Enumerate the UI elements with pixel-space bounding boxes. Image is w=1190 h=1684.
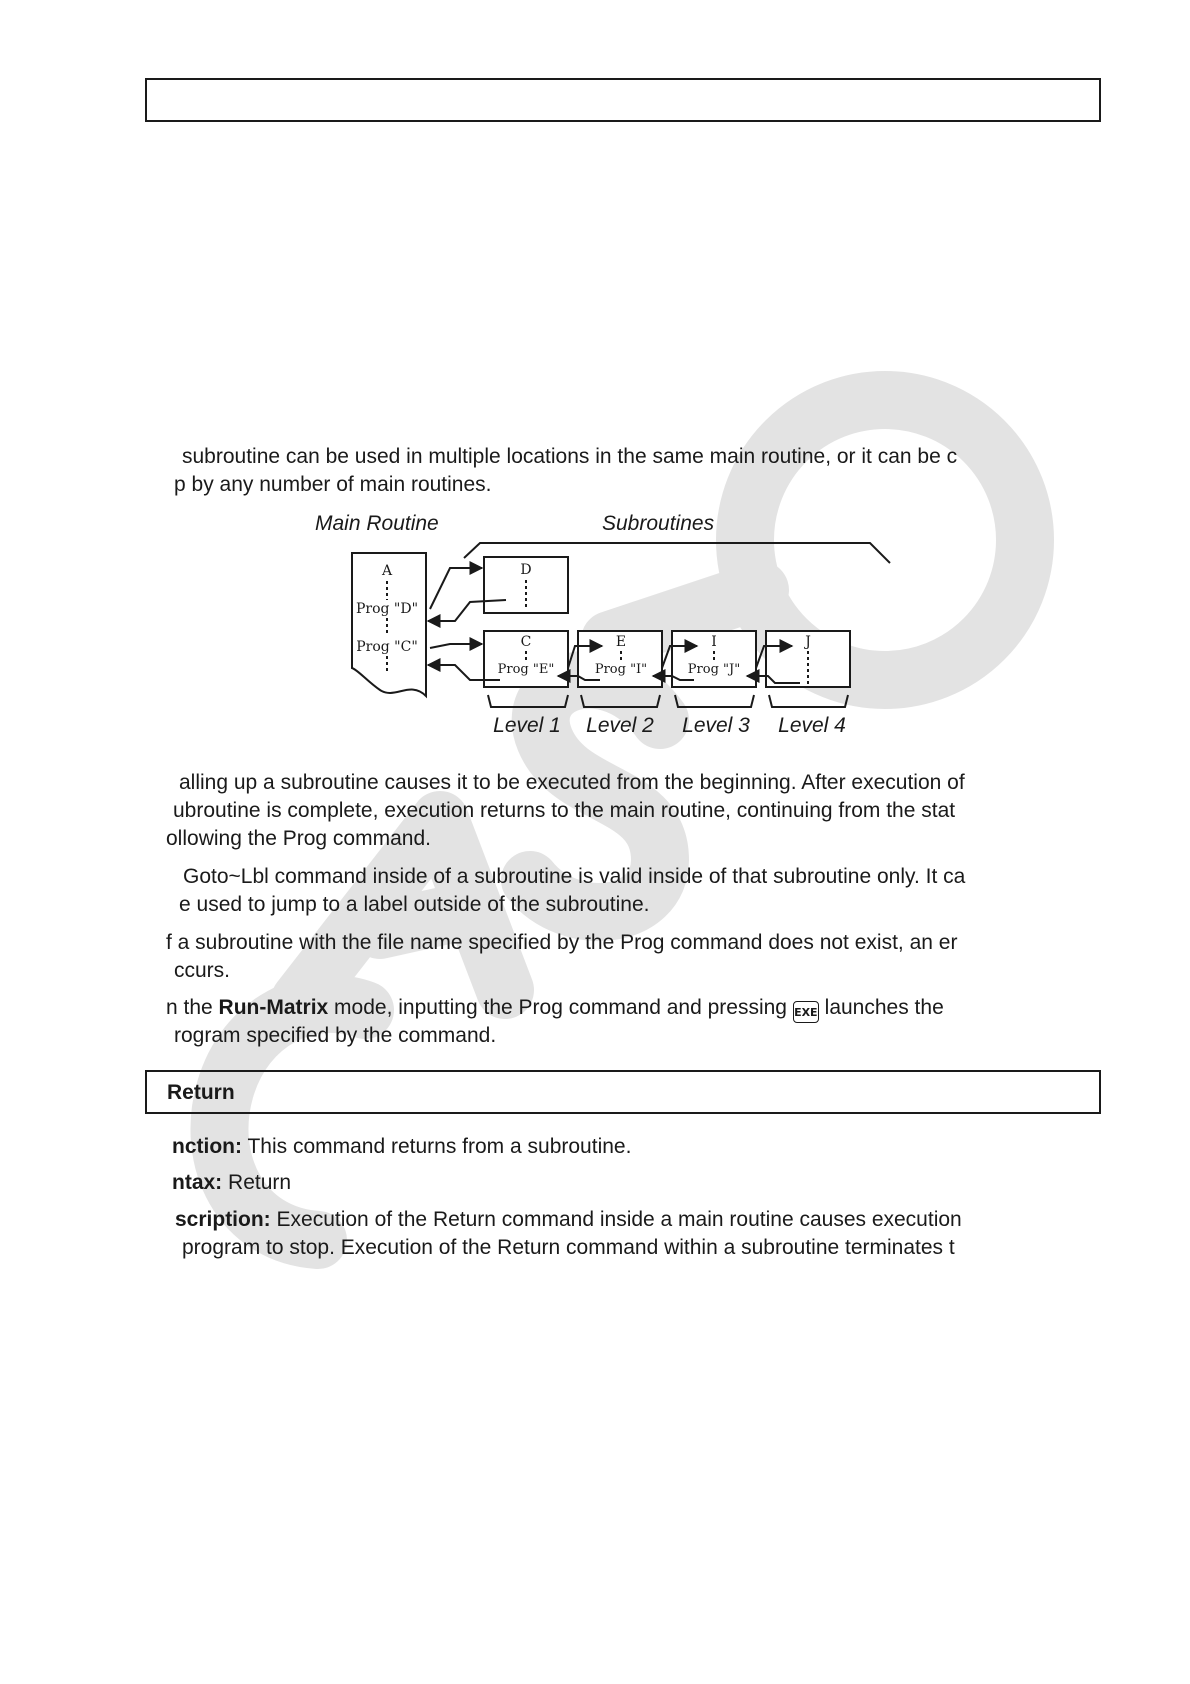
return-section-header — [145, 1070, 1101, 1114]
return-function-line — [172, 1133, 631, 1161]
level-2-bracket — [581, 695, 660, 707]
arrow-call-c — [430, 644, 482, 648]
return-function-label: nction: — [172, 1135, 242, 1158]
return-syntax-line — [172, 1169, 291, 1197]
box-i-call: Prog "J" — [687, 662, 741, 677]
subroutine-diagram — [0, 500, 1190, 740]
level-3-bracket — [675, 695, 754, 707]
note-1-line-1: alling up a subroutine causes it to be executed from the beginning. After execution of — [179, 771, 965, 794]
main-routine-label: Main Routine — [315, 512, 439, 535]
return-description-line-1 — [175, 1206, 962, 1234]
note-4-suffix: launches the — [818, 996, 944, 1019]
arrow-call-d — [430, 568, 482, 609]
main-call-c: Prog "C" — [356, 639, 418, 655]
level-1-bracket — [488, 695, 568, 707]
return-description-line-2: program to stop. Execution of the Return command within a subroutine terminates t — [182, 1236, 955, 1259]
return-description-text: Execution of the Return command inside a main routine causes execution — [270, 1208, 962, 1231]
box-i-name: I — [711, 634, 717, 650]
level-4-bracket — [769, 695, 848, 707]
note-4-prefix: n the — [166, 996, 219, 1019]
note-3-line-1: f a subroutine with the file name specified by the Prog command does not exist, an er — [166, 931, 958, 954]
note-1-line-2: ubroutine is complete, execution returns to the main routine, continuing from the stat — [173, 799, 956, 822]
box-j-name: J — [805, 634, 811, 650]
return-syntax-text: Return — [222, 1171, 292, 1194]
note-3-line-2: ccurs. — [174, 959, 231, 982]
main-call-d: Prog "D" — [355, 601, 419, 617]
run-matrix-mode-name: Run-Matrix — [218, 996, 329, 1019]
level-1-label: Level 1 — [493, 714, 561, 737]
return-function-text: This command returns from a subroutine. — [241, 1135, 632, 1158]
box-d-name: D — [520, 562, 532, 578]
note-4-line-2: rogram specified by the command. — [174, 1024, 497, 1047]
box-c-call: Prog "E" — [497, 662, 555, 677]
intro-line-2: p by any number of main routines. — [174, 473, 492, 496]
level-2-label: Level 2 — [586, 714, 654, 737]
box-e-call: Prog "I" — [594, 662, 648, 677]
note-2-line-2: e used to jump to a label outside of the subroutine. — [179, 893, 650, 916]
return-syntax-label: ntax: — [172, 1171, 223, 1194]
exe-key-icon: EXE — [793, 1001, 819, 1023]
intro-line-1: subroutine can be used in multiple locations in the same main routine, or it can be c — [182, 445, 958, 468]
return-heading: Return — [167, 1081, 235, 1104]
box-e-name: E — [615, 634, 627, 650]
note-4-line-1 — [166, 994, 944, 1023]
return-description-label: scription: — [175, 1208, 271, 1231]
subroutines-label: Subroutines — [602, 512, 715, 535]
level-3-label: Level 3 — [682, 714, 750, 737]
note-1-line-3: ollowing the Prog command. — [166, 827, 431, 850]
section-header-box — [145, 78, 1101, 122]
note-2-line-1: Goto~Lbl command inside of a subroutine is valid inside of that subroutine only. It ca — [183, 865, 966, 888]
box-c-name: C — [520, 634, 532, 650]
note-4-mid: mode, inputting the Prog command and pressing — [328, 996, 793, 1019]
level-4-label: Level 4 — [778, 714, 846, 737]
main-box-name: A — [381, 563, 393, 579]
